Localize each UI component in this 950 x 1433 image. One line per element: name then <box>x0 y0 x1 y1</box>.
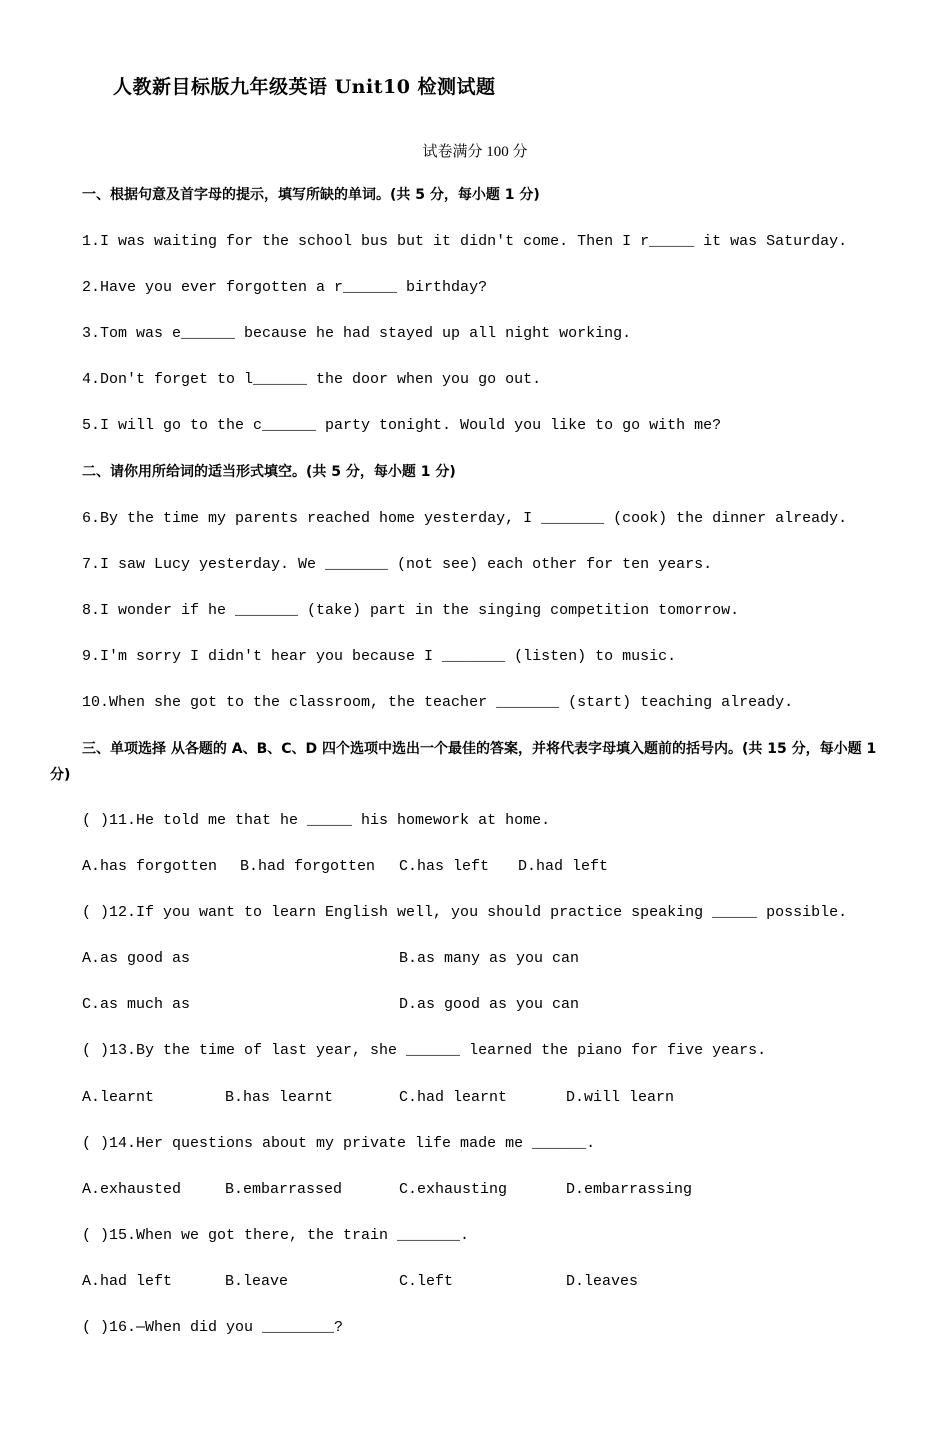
question-9: 9.I'm sorry I didn't hear you because I _______ (listen) to music. <box>82 648 677 665</box>
q13-option-a: A.learnt <box>82 1089 155 1106</box>
q15-option-a: A.had left <box>82 1273 173 1290</box>
q13-option-c: C.had learnt <box>399 1089 508 1106</box>
question-1: 1.I was waiting for the school bus but it didn't come. Then I r_____ it was Saturday. <box>82 233 848 250</box>
question-6: 6.By the time my parents reached home yesterday, I _______ (cook) the dinner already. <box>82 510 848 527</box>
q12-option-a: A.as good as <box>82 950 191 967</box>
q15-option-c: C.left <box>399 1273 454 1290</box>
question-15-stem: ( )15.When we got there, the train _______. <box>82 1227 470 1244</box>
q11-option-b: B.had forgotten <box>240 858 376 875</box>
question-13-stem: ( )13.By the time of last year, she ______ learned the piano for five years. <box>82 1042 767 1059</box>
question-5: 5.I will go to the c______ party tonight. Would you like to go with me? <box>82 417 722 434</box>
q13-option-d: D.will learn <box>566 1089 675 1106</box>
question-8: 8.I wonder if he _______ (take) part in the singing competition tomorrow. <box>82 602 740 619</box>
q12-option-d: D.as good as you can <box>399 996 580 1013</box>
q14-option-a: A.exhausted <box>82 1181 182 1198</box>
q14-option-d: D.embarrassing <box>566 1181 693 1198</box>
question-2: 2.Have you ever forgotten a r______ birthday? <box>82 279 488 296</box>
q15-option-b: B.leave <box>225 1273 289 1290</box>
question-7: 7.I saw Lucy yesterday. We _______ (not see) each other for ten years. <box>82 556 713 573</box>
question-3: 3.Tom was e______ because he had stayed up all night working. <box>82 325 632 342</box>
q11-option-d: D.had left <box>518 858 609 875</box>
q13-option-b: B.has learnt <box>225 1089 334 1106</box>
question-11-stem: ( )11.He told me that he _____ his homework at home. <box>82 812 551 829</box>
q15-option-d: D.leaves <box>566 1273 639 1290</box>
q11-option-c: C.has left <box>399 858 490 875</box>
question-16-stem: ( )16.—When did you ________? <box>82 1319 344 1336</box>
section2-heading: 二、请你用所给词的适当形式填空。(共 5 分，每小题 1 分) <box>82 464 456 480</box>
question-4: 4.Don't forget to l______ the door when you go out. <box>82 371 542 388</box>
section1-heading: 一、根据句意及首字母的提示，填写所缺的单词。(共 5 分，每小题 1 分) <box>82 187 540 203</box>
question-10: 10.When she got to the classroom, the teacher _______ (start) teaching already. <box>82 694 794 711</box>
q11-option-a: A.has forgotten <box>82 858 218 875</box>
section3-heading: 三、单项选择 从各题的 A、B、C、D 四个选项中选出一个最佳的答案，并将代表字母填入题前的括号内。(共 15 分，每小题 1 分) <box>50 741 877 783</box>
page-subtitle: 试卷满分 100 分 <box>422 144 528 160</box>
q14-option-c: C.exhausting <box>399 1181 508 1198</box>
q12-option-b: B.as many as you can <box>399 950 580 967</box>
q12-option-c: C.as much as <box>82 996 191 1013</box>
question-14-stem: ( )14.Her questions about my private life made me ______. <box>82 1135 596 1152</box>
q14-option-b: B.embarrassed <box>225 1181 343 1198</box>
question-12-stem: ( )12.If you want to learn English well, you should practice speaking _____ possible. <box>82 904 848 921</box>
page-title: 人教新目标版九年级英语 Unit10 检测试题 <box>113 76 496 98</box>
